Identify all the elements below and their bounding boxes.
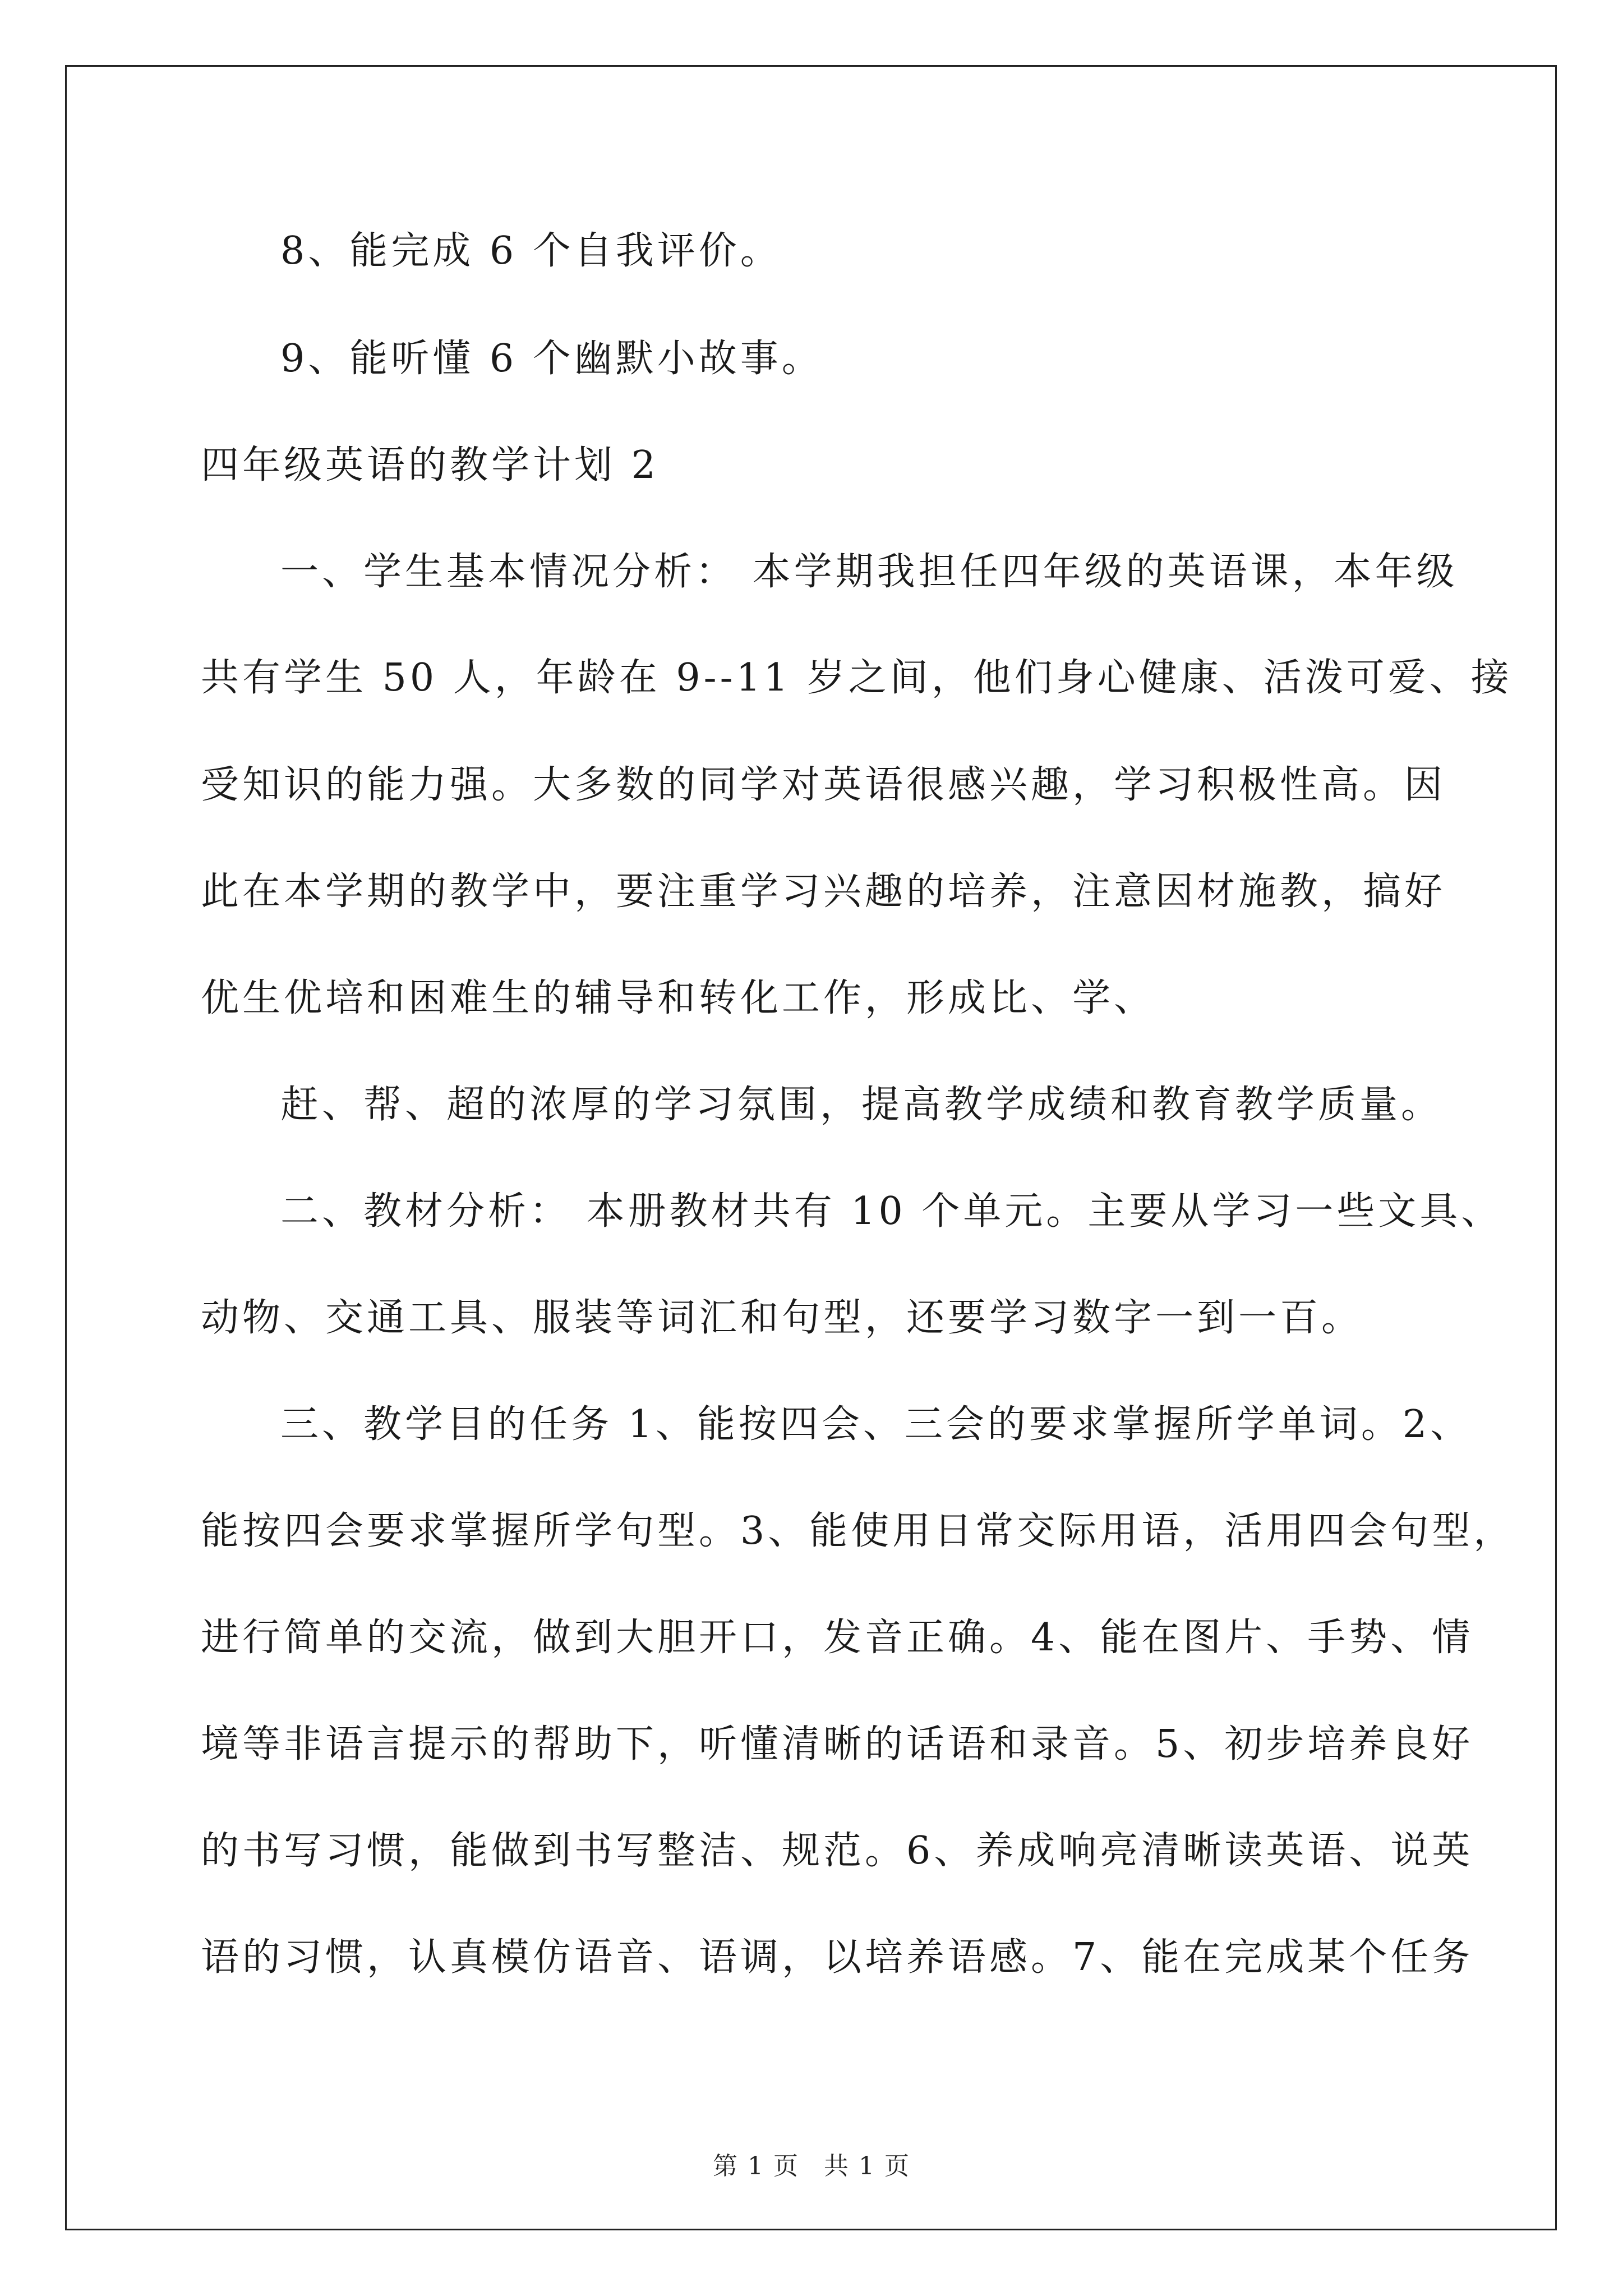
text-line-4: 一、学生基本情况分析： 本学期我担任四年级的英语课，本年级 [280, 550, 1458, 594]
text-line-16: 的书写习惯，能做到书写整洁、规范。6、养成响亮清晰读英语、说英 [201, 1829, 1474, 1873]
text-line-13: 能按四会要求掌握所学句型。3、能使用日常交际用语，活用四会句型， [201, 1509, 1515, 1553]
page-number: 第 1 页 [713, 2152, 799, 2180]
text-line-1: 8、能完成 6 个自我评价。 [280, 229, 782, 273]
text-line-17: 语的习惯，认真模仿语音、语调，以培养语感。7、能在完成某个任务 [201, 1935, 1474, 1980]
text-line-6: 受知识的能力强。大多数的同学对英语很感兴趣，学习积极性高。因 [201, 763, 1446, 807]
section-heading: 四年级英语的教学计划 2 [201, 443, 659, 487]
page-footer [0, 2146, 1623, 2182]
text-line-12: 三、教学目的任务 1、能按四会、三会的要求掌握所学单词。2、 [280, 1402, 1472, 1447]
text-line-5: 共有学生 50 人，年龄在 9--11 岁之间，他们身心健康、活泼可爱、接 [201, 656, 1513, 700]
text-line-8: 优生优培和困难生的辅导和转化工作，形成比、学、 [201, 976, 1156, 1020]
text-line-15: 境等非语言提示的帮助下，听懂清晰的话语和录音。5、初步培养良好 [201, 1722, 1474, 1766]
text-line-7: 此在本学期的教学中，要注重学习兴趣的培养，注意因材施教，搞好 [201, 869, 1446, 914]
page-border [65, 65, 1557, 2230]
text-line-2: 9、能听懂 6 个幽默小故事。 [280, 337, 823, 381]
page-total: 共 1 页 [824, 2152, 910, 2180]
text-line-11: 动物、交通工具、服装等词汇和句型，还要学习数字一到一百。 [201, 1296, 1363, 1340]
text-line-10: 二、教材分析： 本册教材共有 10 个单元。主要从学习一些文具、 [280, 1189, 1503, 1234]
text-line-9: 赶、帮、超的浓厚的学习氛围，提高教学成绩和教育教学质量。 [280, 1083, 1443, 1127]
text-line-14: 进行简单的交流，做到大胆开口，发音正确。4、能在图片、手势、情 [201, 1616, 1474, 1660]
